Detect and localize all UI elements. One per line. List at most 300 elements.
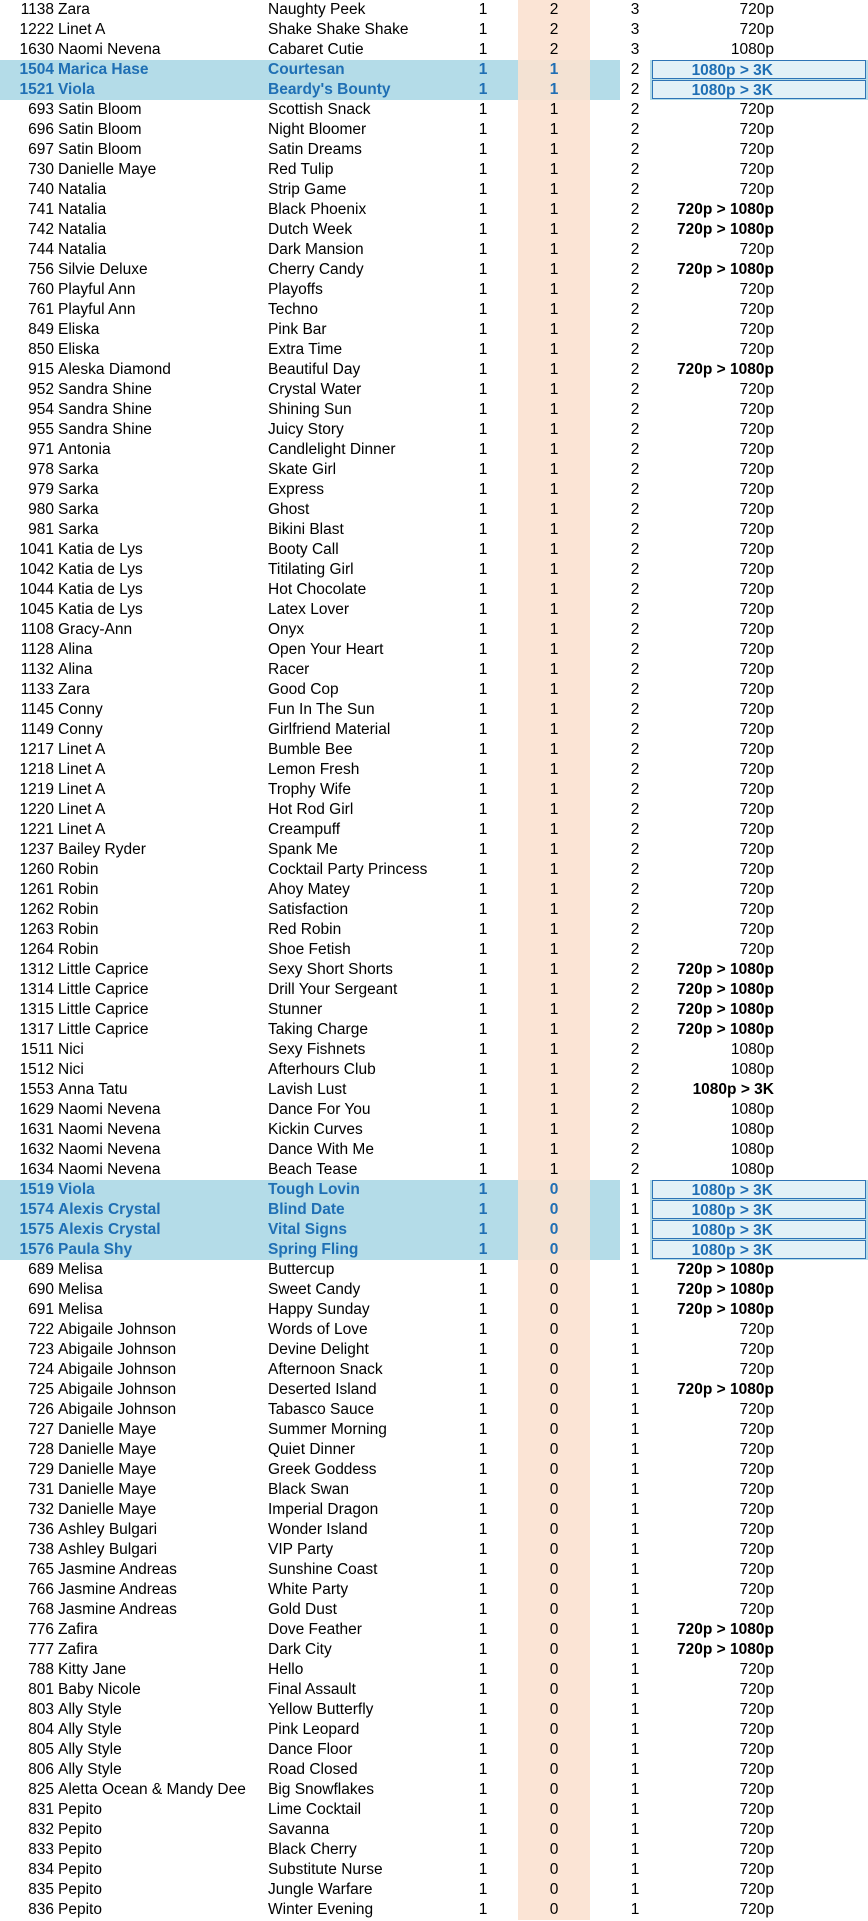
cell-title[interactable]: Sweet Candy [268, 1281, 361, 1298]
cell-col-c[interactable]: 2 [630, 181, 640, 198]
cell-col-a[interactable]: 1 [478, 661, 488, 678]
cell-id[interactable]: 980 [28, 501, 54, 518]
cell-col-b[interactable]: 0 [518, 1380, 590, 1400]
cell-col-b[interactable]: 1 [518, 80, 590, 100]
cell-name[interactable]: Robin [58, 861, 99, 878]
table-row[interactable] [0, 500, 868, 520]
cell-title[interactable]: Cabaret Cutie [268, 41, 364, 58]
table-row[interactable] [0, 960, 868, 980]
cell-name[interactable]: Melisa [58, 1281, 103, 1298]
cell-col-c[interactable]: 2 [630, 1001, 640, 1018]
cell-resolution[interactable]: 720p [739, 441, 774, 458]
cell-id[interactable]: 1576 [19, 1241, 54, 1258]
cell-col-c[interactable]: 2 [630, 461, 640, 478]
cell-name[interactable]: Silvie Deluxe [58, 261, 148, 278]
cell-col-a[interactable]: 1 [478, 1341, 488, 1358]
cell-name[interactable]: Pepito [58, 1821, 102, 1838]
cell-col-a[interactable]: 1 [478, 1021, 488, 1038]
cell-col-b[interactable]: 0 [518, 1820, 590, 1840]
table-row[interactable] [0, 1560, 868, 1580]
cell-name[interactable]: Katia de Lys [58, 541, 143, 558]
cell-title[interactable]: Dark Mansion [268, 241, 364, 258]
cell-col-a[interactable]: 1 [478, 801, 488, 818]
cell-resolution[interactable]: 720p [739, 861, 774, 878]
cell-col-a[interactable]: 1 [478, 1881, 488, 1898]
cell-col-a[interactable]: 1 [478, 1501, 488, 1518]
cell-id[interactable]: 760 [28, 281, 54, 298]
cell-id[interactable]: 1315 [19, 1001, 54, 1018]
cell-name[interactable]: Natalia [58, 221, 107, 238]
cell-id[interactable]: 788 [28, 1661, 54, 1678]
table-row[interactable] [0, 40, 868, 60]
cell-id[interactable]: 691 [28, 1301, 54, 1318]
table-row[interactable] [0, 360, 868, 380]
cell-id[interactable]: 1312 [19, 961, 54, 978]
cell-id[interactable]: 732 [28, 1501, 54, 1518]
cell-resolution[interactable]: 720p [739, 1441, 774, 1458]
cell-resolution[interactable]: 1080p [730, 1121, 774, 1138]
cell-col-c[interactable]: 2 [630, 121, 640, 138]
cell-name[interactable]: Melisa [58, 1261, 103, 1278]
cell-col-b[interactable]: 0 [518, 1900, 590, 1920]
cell-col-a[interactable]: 1 [478, 181, 488, 198]
cell-col-a[interactable]: 1 [478, 1101, 488, 1118]
cell-name[interactable]: Satin Bloom [58, 121, 142, 138]
table-row[interactable] [0, 1040, 868, 1060]
cell-resolution[interactable]: 720p > 1080p [677, 261, 774, 278]
table-row[interactable] [0, 1360, 868, 1380]
cell-col-a[interactable]: 1 [478, 1541, 488, 1558]
cell-id[interactable]: 1263 [19, 921, 54, 938]
cell-title[interactable]: Extra Time [268, 341, 343, 358]
cell-col-c[interactable]: 1 [630, 1361, 640, 1378]
cell-col-b[interactable]: 1 [518, 60, 590, 80]
cell-col-c[interactable]: 1 [630, 1701, 640, 1718]
cell-col-c[interactable]: 1 [630, 1721, 640, 1738]
cell-title[interactable]: Shoe Fetish [268, 941, 351, 958]
cell-col-b[interactable]: 0 [518, 1220, 590, 1240]
cell-col-b[interactable]: 1 [518, 200, 590, 220]
cell-col-a[interactable]: 1 [478, 961, 488, 978]
cell-title[interactable]: Deserted Island [268, 1381, 377, 1398]
cell-name[interactable]: Naomi Nevena [58, 1101, 161, 1118]
cell-col-b[interactable]: 0 [518, 1400, 590, 1420]
cell-title[interactable]: Stunner [268, 1001, 323, 1018]
cell-id[interactable]: 1218 [19, 761, 54, 778]
cell-id[interactable]: 971 [28, 441, 54, 458]
cell-id[interactable]: 1045 [19, 601, 54, 618]
cell-col-a[interactable]: 1 [478, 1741, 488, 1758]
cell-title[interactable]: Red Robin [268, 921, 342, 938]
cell-name[interactable]: Danielle Maye [58, 1441, 157, 1458]
table-row-highlighted[interactable] [0, 80, 868, 100]
table-row[interactable] [0, 340, 868, 360]
cell-title[interactable]: Beach Tease [268, 1161, 358, 1178]
cell-col-a[interactable]: 1 [478, 421, 488, 438]
cell-title[interactable]: Sexy Fishnets [268, 1041, 366, 1058]
cell-col-b[interactable]: 0 [518, 1420, 590, 1440]
table-row[interactable] [0, 740, 868, 760]
cell-col-b[interactable]: 0 [518, 1580, 590, 1600]
cell-id[interactable]: 1219 [19, 781, 54, 798]
cell-name[interactable]: Playful Ann [58, 301, 136, 318]
cell-col-c[interactable]: 1 [620, 1240, 650, 1260]
cell-name[interactable]: Abigaile Johnson [58, 1361, 177, 1378]
cell-col-c[interactable]: 2 [630, 881, 640, 898]
cell-col-a[interactable]: 1 [478, 701, 488, 718]
table-row[interactable] [0, 380, 868, 400]
cell-name[interactable]: Melisa [58, 1301, 103, 1318]
cell-name[interactable]: Viola [58, 1181, 95, 1198]
table-row[interactable] [0, 240, 868, 260]
cell-col-a[interactable]: 1 [478, 721, 488, 738]
table-row[interactable] [0, 20, 868, 40]
cell-name[interactable]: Paula Shy [58, 1241, 133, 1258]
cell-id[interactable]: 1260 [19, 861, 54, 878]
cell-col-b[interactable]: 1 [518, 220, 590, 240]
cell-id[interactable]: 1630 [19, 41, 54, 58]
cell-resolution[interactable]: 720p [739, 141, 774, 158]
cell-name[interactable]: Satin Bloom [58, 101, 142, 118]
cell-resolution[interactable]: 720p [739, 621, 774, 638]
cell-resolution[interactable]: 720p [739, 1761, 774, 1778]
cell-col-c[interactable]: 1 [630, 1261, 640, 1278]
cell-col-b[interactable]: 0 [518, 1300, 590, 1320]
cell-col-b[interactable]: 1 [518, 820, 590, 840]
cell-col-c[interactable]: 1 [630, 1681, 640, 1698]
cell-name[interactable]: Danielle Maye [58, 161, 157, 178]
cell-col-b[interactable]: 1 [518, 1160, 590, 1180]
cell-title[interactable]: Gold Dust [268, 1601, 337, 1618]
cell-col-b[interactable]: 0 [518, 1560, 590, 1580]
cell-resolution[interactable]: 720p [739, 1721, 774, 1738]
cell-col-a[interactable]: 1 [478, 21, 488, 38]
cell-col-b[interactable]: 1 [518, 120, 590, 140]
cell-resolution[interactable]: 720p [739, 1541, 774, 1558]
cell-resolution[interactable]: 720p [739, 941, 774, 958]
cell-resolution[interactable]: 720p [739, 1421, 774, 1438]
cell-title[interactable]: Pink Bar [268, 321, 327, 338]
cell-col-b[interactable]: 0 [518, 1680, 590, 1700]
cell-col-a[interactable]: 1 [478, 1621, 488, 1638]
cell-col-a[interactable]: 1 [478, 641, 488, 658]
cell-col-a[interactable]: 1 [478, 1301, 488, 1318]
cell-title[interactable]: Creampuff [268, 821, 341, 838]
cell-id[interactable]: 952 [28, 381, 54, 398]
cell-id[interactable]: 835 [28, 1881, 54, 1898]
cell-resolution[interactable]: 720p > 1080p [677, 981, 774, 998]
cell-id[interactable]: 804 [28, 1721, 54, 1738]
cell-title[interactable]: Playoffs [268, 281, 323, 298]
cell-name[interactable]: Ally Style [58, 1701, 122, 1718]
cell-id[interactable]: 1631 [19, 1121, 54, 1138]
cell-title[interactable]: Lavish Lust [268, 1081, 347, 1098]
cell-col-a[interactable]: 1 [478, 1281, 488, 1298]
cell-resolution[interactable]: 720p [739, 881, 774, 898]
cell-col-b[interactable]: 0 [518, 1520, 590, 1540]
cell-col-b[interactable]: 1 [518, 500, 590, 520]
cell-id[interactable]: 1504 [19, 61, 54, 78]
cell-resolution[interactable]: 720p [739, 781, 774, 798]
cell-id[interactable]: 1217 [19, 741, 54, 758]
cell-col-c[interactable]: 1 [630, 1281, 640, 1298]
table-row[interactable] [0, 260, 868, 280]
cell-title[interactable]: Final Assault [268, 1681, 356, 1698]
cell-name[interactable]: Katia de Lys [58, 601, 143, 618]
cell-name[interactable]: Abigaile Johnson [58, 1401, 177, 1418]
cell-name[interactable]: Danielle Maye [58, 1481, 157, 1498]
cell-id[interactable]: 1149 [20, 721, 54, 738]
cell-title[interactable]: Buttercup [268, 1261, 335, 1278]
cell-resolution[interactable]: 720p [739, 541, 774, 558]
cell-resolution[interactable]: 720p [739, 1601, 774, 1618]
cell-id[interactable]: 825 [28, 1781, 54, 1798]
cell-title[interactable]: Ghost [268, 501, 310, 518]
table-row[interactable] [0, 1700, 868, 1720]
cell-id[interactable]: 1314 [19, 981, 54, 998]
cell-resolution[interactable]: 720p [739, 161, 774, 178]
cell-id[interactable]: 738 [28, 1541, 54, 1558]
cell-title[interactable]: Night Bloomer [268, 121, 367, 138]
cell-title[interactable]: Cocktail Party Princess [268, 861, 428, 878]
cell-id[interactable]: 955 [28, 421, 54, 438]
cell-name[interactable]: Danielle Maye [58, 1501, 157, 1518]
cell-col-b[interactable]: 1 [518, 100, 590, 120]
cell-title[interactable]: Lemon Fresh [268, 761, 360, 778]
table-row[interactable] [0, 1420, 868, 1440]
cell-col-a[interactable]: 1 [478, 281, 488, 298]
cell-col-c[interactable]: 2 [630, 661, 640, 678]
cell-col-a[interactable]: 1 [478, 1841, 488, 1858]
cell-col-a[interactable]: 1 [478, 341, 488, 358]
cell-title[interactable]: Dove Feather [268, 1621, 362, 1638]
cell-col-c[interactable]: 2 [630, 441, 640, 458]
cell-col-b[interactable]: 0 [518, 1240, 590, 1260]
cell-col-a[interactable]: 1 [478, 1521, 488, 1538]
cell-col-b[interactable]: 0 [518, 1500, 590, 1520]
cell-name[interactable]: Alexis Crystal [58, 1221, 161, 1238]
cell-id[interactable]: 1632 [19, 1141, 54, 1158]
cell-resolution[interactable]: 720p > 1080p [677, 1001, 774, 1018]
cell-name[interactable]: Pepito [58, 1861, 102, 1878]
cell-col-c[interactable]: 2 [630, 221, 640, 238]
cell-resolution[interactable]: 720p [739, 1361, 774, 1378]
cell-col-a[interactable]: 1 [478, 161, 488, 178]
cell-col-a[interactable]: 1 [478, 221, 488, 238]
cell-col-c[interactable]: 2 [630, 481, 640, 498]
cell-col-b[interactable]: 1 [518, 780, 590, 800]
cell-col-c[interactable]: 2 [630, 521, 640, 538]
cell-name[interactable]: Linet A [58, 821, 106, 838]
cell-id[interactable]: 1317 [19, 1021, 54, 1038]
cell-id[interactable]: 833 [28, 1841, 54, 1858]
cell-title[interactable]: Road Closed [268, 1761, 358, 1778]
cell-title[interactable]: Booty Call [268, 541, 339, 558]
cell-col-c[interactable]: 1 [630, 1321, 640, 1338]
cell-resolution[interactable]: 1080p [730, 1161, 774, 1178]
cell-resolution[interactable]: 720p [739, 1341, 774, 1358]
table-row[interactable] [0, 700, 868, 720]
cell-resolution[interactable]: 720p [739, 1661, 774, 1678]
cell-name[interactable]: Sarka [58, 481, 99, 498]
cell-resolution[interactable]: 720p [739, 581, 774, 598]
cell-name[interactable]: Aleska Diamond [58, 361, 171, 378]
cell-name[interactable]: Alina [58, 641, 93, 658]
cell-id[interactable]: 723 [28, 1341, 54, 1358]
cell-col-a[interactable]: 1 [478, 1361, 488, 1378]
cell-id[interactable]: 1519 [19, 1181, 54, 1198]
cell-col-a[interactable]: 1 [478, 841, 488, 858]
cell-col-c[interactable]: 2 [630, 921, 640, 938]
cell-col-a[interactable]: 1 [478, 81, 488, 98]
cell-resolution[interactable]: 720p [739, 281, 774, 298]
cell-title[interactable]: Big Snowflakes [268, 1781, 374, 1798]
table-row[interactable] [0, 840, 868, 860]
cell-title[interactable]: Words of Love [268, 1321, 368, 1338]
cell-title[interactable]: Summer Morning [268, 1421, 387, 1438]
cell-col-c[interactable]: 2 [630, 581, 640, 598]
cell-col-c[interactable]: 2 [620, 60, 650, 80]
cell-col-c[interactable]: 1 [630, 1521, 640, 1538]
cell-col-c[interactable]: 1 [630, 1881, 640, 1898]
cell-title[interactable]: Open Your Heart [268, 641, 384, 658]
cell-title[interactable]: White Party [268, 1581, 349, 1598]
cell-id[interactable]: 731 [28, 1481, 54, 1498]
cell-title[interactable]: Dance For You [268, 1101, 371, 1118]
cell-name[interactable]: Pepito [58, 1801, 102, 1818]
table-row[interactable] [0, 560, 868, 580]
table-row[interactable] [0, 540, 868, 560]
cell-col-b[interactable]: 1 [518, 1020, 590, 1040]
cell-col-a[interactable]: 1 [478, 541, 488, 558]
cell-id[interactable]: 1145 [20, 701, 54, 718]
cell-resolution[interactable]: 720p [739, 561, 774, 578]
cell-title[interactable]: Sunshine Coast [268, 1561, 378, 1578]
cell-col-c[interactable]: 1 [630, 1781, 640, 1798]
cell-id[interactable]: 693 [28, 101, 54, 118]
cell-col-a[interactable]: 1 [478, 561, 488, 578]
cell-title[interactable]: Dance With Me [268, 1141, 374, 1158]
cell-col-b[interactable]: 1 [518, 180, 590, 200]
cell-resolution[interactable]: 720p [739, 1861, 774, 1878]
cell-col-c[interactable]: 2 [630, 361, 640, 378]
cell-name[interactable]: Naomi Nevena [58, 1141, 161, 1158]
cell-col-b[interactable]: 1 [518, 860, 590, 880]
cell-col-a[interactable]: 1 [478, 501, 488, 518]
cell-id[interactable]: 978 [28, 461, 54, 478]
cell-col-b[interactable]: 0 [518, 1540, 590, 1560]
cell-col-c[interactable]: 2 [630, 1161, 640, 1178]
cell-id[interactable]: 689 [28, 1261, 54, 1278]
cell-resolution[interactable]: 720p > 1080p [677, 1301, 774, 1318]
cell-name[interactable]: Danielle Maye [58, 1461, 157, 1478]
cell-col-a[interactable]: 1 [478, 781, 488, 798]
cell-col-c[interactable]: 2 [630, 901, 640, 918]
cell-title[interactable]: Hot Rod Girl [268, 801, 354, 818]
cell-col-c[interactable]: 2 [630, 301, 640, 318]
cell-col-c[interactable]: 2 [630, 681, 640, 698]
table-row[interactable] [0, 1080, 868, 1100]
cell-resolution[interactable]: 720p [739, 1901, 774, 1918]
cell-col-a[interactable]: 1 [478, 861, 488, 878]
table-row-highlighted[interactable] [0, 1220, 868, 1240]
cell-resolution[interactable]: 720p [739, 401, 774, 418]
cell-resolution[interactable]: 720p [739, 1561, 774, 1578]
cell-resolution[interactable]: 720p > 1080p [677, 1261, 774, 1278]
table-row[interactable] [0, 780, 868, 800]
table-row[interactable] [0, 900, 868, 920]
cell-col-c[interactable]: 1 [630, 1401, 640, 1418]
cell-col-c[interactable]: 1 [630, 1801, 640, 1818]
cell-col-b[interactable]: 1 [518, 1000, 590, 1020]
cell-col-a[interactable]: 1 [478, 61, 488, 78]
cell-title[interactable]: Ahoy Matey [268, 881, 350, 898]
cell-title[interactable]: Tough Lovin [268, 1181, 360, 1198]
cell-col-b[interactable]: 0 [518, 1780, 590, 1800]
table-row[interactable] [0, 660, 868, 680]
cell-name[interactable]: Zara [58, 681, 90, 698]
cell-title[interactable]: Wonder Island [268, 1521, 368, 1538]
cell-col-a[interactable]: 1 [478, 1321, 488, 1338]
cell-id[interactable]: 1132 [20, 661, 54, 678]
cell-id[interactable]: 730 [28, 161, 54, 178]
cell-col-a[interactable]: 1 [478, 141, 488, 158]
cell-title[interactable]: Black Phoenix [268, 201, 367, 218]
cell-resolution[interactable]: 720p [739, 461, 774, 478]
cell-col-b[interactable]: 0 [518, 1260, 590, 1280]
cell-col-c[interactable]: 1 [630, 1421, 640, 1438]
cell-id[interactable]: 736 [28, 1521, 54, 1538]
cell-col-a[interactable]: 1 [478, 201, 488, 218]
table-row[interactable] [0, 1640, 868, 1660]
cell-col-b[interactable]: 0 [518, 1840, 590, 1860]
cell-name[interactable]: Linet A [58, 801, 106, 818]
cell-col-a[interactable]: 1 [478, 1861, 488, 1878]
cell-resolution[interactable]: 720p [739, 921, 774, 938]
cell-col-c[interactable]: 2 [630, 1081, 640, 1098]
cell-title[interactable]: Black Swan [268, 1481, 349, 1498]
cell-col-a[interactable]: 1 [478, 1601, 488, 1618]
cell-resolution[interactable]: 720p [739, 821, 774, 838]
cell-col-c[interactable]: 1 [620, 1180, 650, 1200]
cell-col-a[interactable]: 1 [478, 1641, 488, 1658]
cell-col-c[interactable]: 2 [630, 141, 640, 158]
cell-name[interactable]: Little Caprice [58, 1001, 149, 1018]
cell-col-b[interactable]: 1 [518, 880, 590, 900]
table-row[interactable] [0, 1740, 868, 1760]
cell-resolution[interactable]: 1080p > 3K [652, 1240, 866, 1259]
cell-col-c[interactable]: 2 [630, 501, 640, 518]
table-row-highlighted[interactable] [0, 1180, 868, 1200]
cell-col-a[interactable]: 1 [478, 1221, 488, 1238]
cell-col-b[interactable]: 0 [518, 1360, 590, 1380]
cell-title[interactable]: Jungle Warfare [268, 1881, 373, 1898]
cell-id[interactable]: 981 [28, 521, 54, 538]
cell-id[interactable]: 724 [28, 1361, 54, 1378]
cell-col-a[interactable]: 1 [478, 881, 488, 898]
table-row[interactable] [0, 620, 868, 640]
cell-col-b[interactable]: 1 [518, 480, 590, 500]
cell-title[interactable]: Satisfaction [268, 901, 349, 918]
table-row[interactable] [0, 1300, 868, 1320]
cell-col-a[interactable]: 1 [478, 1721, 488, 1738]
cell-col-a[interactable]: 1 [478, 1761, 488, 1778]
cell-name[interactable]: Eliska [58, 341, 100, 358]
cell-id[interactable]: 801 [28, 1681, 54, 1698]
cell-name[interactable]: Playful Ann [58, 281, 136, 298]
table-row[interactable] [0, 940, 868, 960]
cell-col-c[interactable]: 2 [630, 1041, 640, 1058]
